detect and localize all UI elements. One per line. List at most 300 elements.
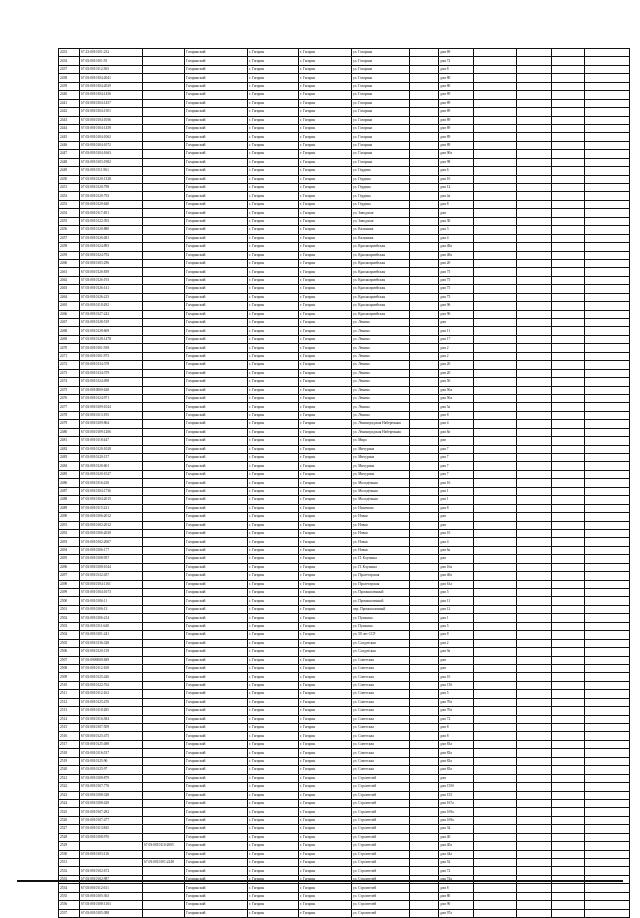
table-row	[59, 850, 630, 858]
cell-cad-b	[143, 732, 185, 740]
cell-cad-b	[143, 673, 185, 681]
cell-cad-a: 67:03:0010101:973	[80, 352, 143, 360]
cell-locality: г. Гагарин	[299, 319, 352, 327]
cell-street: ул. Пушкина	[352, 614, 410, 622]
cell-empty	[552, 664, 585, 672]
cell-no: 2506	[59, 648, 80, 656]
cell-street: ул. Мичурина	[352, 462, 410, 470]
cell-no: 2442	[59, 108, 80, 116]
cell-house: дом 10	[439, 175, 474, 183]
cell-locality: г. Гагарин	[299, 200, 352, 208]
cell-cad-b	[143, 302, 185, 310]
cell-empty	[517, 74, 552, 82]
cell-empty	[474, 757, 517, 765]
cell-no: 2443	[59, 116, 80, 124]
cell-no: 2524	[59, 799, 80, 807]
cell-district: Гагаринский	[185, 403, 248, 411]
table-row	[59, 108, 630, 116]
table-row	[59, 99, 630, 107]
cell-house: дом 89	[439, 91, 474, 99]
cell-cad-b	[143, 538, 185, 546]
cell-empty	[552, 698, 585, 706]
cell-no: 2484	[59, 462, 80, 470]
cell-cad-a: 67:03:0010120:798	[80, 184, 143, 192]
cell-empty	[585, 259, 630, 267]
cell-empty	[474, 209, 517, 217]
cell-street: ул. Гагарина	[352, 150, 410, 158]
cell-empty	[585, 816, 630, 824]
cell-house: дом 2	[439, 344, 474, 352]
cell-house: дом 7	[439, 462, 474, 470]
cell-empty	[585, 378, 630, 386]
cell-cad-b	[143, 783, 185, 791]
cell-cad-a: 67:03:0010104:1501	[80, 108, 143, 116]
cell-empty	[474, 411, 517, 419]
cell-house: дом 16а	[439, 563, 474, 571]
cell-empty	[410, 656, 439, 664]
cell-empty	[410, 757, 439, 765]
cell-empty	[585, 740, 630, 748]
cell-house: дом 83а	[439, 766, 474, 774]
cell-empty	[410, 99, 439, 107]
table-row	[59, 884, 630, 892]
cell-empty	[410, 378, 439, 386]
cell-empty	[474, 352, 517, 360]
cell-empty	[517, 546, 552, 554]
cell-empty	[585, 462, 630, 470]
cell-empty	[410, 867, 439, 875]
cell-empty	[552, 597, 585, 605]
cell-cad-a: 67:03:0010107:477	[80, 816, 143, 824]
table-row	[59, 369, 630, 377]
cell-empty	[552, 150, 585, 158]
cell-empty	[474, 175, 517, 183]
cell-house: дом 48а	[439, 251, 474, 259]
cell-empty	[552, 268, 585, 276]
cell-no: 2455	[59, 217, 80, 225]
cell-no: 2469	[59, 335, 80, 343]
cell-district: Гагаринский	[185, 732, 248, 740]
table-row	[59, 124, 630, 132]
cell-cad-b	[143, 799, 185, 807]
cell-cad-a: 67:03:0010104:1161	[80, 580, 143, 588]
cell-settlement: г. Гагарин	[248, 99, 299, 107]
cell-empty	[410, 766, 439, 774]
cell-empty	[410, 664, 439, 672]
cell-locality: г. Гагарин	[299, 749, 352, 757]
cell-empty	[517, 707, 552, 715]
cell-settlement: г. Гагарин	[248, 529, 299, 537]
cell-locality: г. Гагарин	[299, 859, 352, 867]
cell-empty	[474, 167, 517, 175]
cell-empty	[552, 690, 585, 698]
cell-empty	[474, 648, 517, 656]
cell-house: дом 40	[439, 833, 474, 841]
cell-no: 2515	[59, 724, 80, 732]
cell-no: 2496	[59, 563, 80, 571]
cell-district: Гагаринский	[185, 673, 248, 681]
cell-empty	[474, 251, 517, 259]
cell-empty	[474, 420, 517, 428]
cell-no: 2476	[59, 394, 80, 402]
cell-locality: г. Гагарин	[299, 167, 352, 175]
cell-locality: г. Гагарин	[299, 546, 352, 554]
cell-empty	[474, 546, 517, 554]
cell-cad-b	[143, 428, 185, 436]
cell-district: Гагаринский	[185, 496, 248, 504]
cell-settlement: г. Гагарин	[248, 799, 299, 807]
cell-district: Гагаринский	[185, 783, 248, 791]
cell-street: ул. Молодёжная	[352, 479, 410, 487]
cell-cad-a: 67:03:0010104:2029	[80, 82, 143, 90]
cell-district: Гагаринский	[185, 757, 248, 765]
table-row	[59, 909, 630, 917]
cell-house: дом 169а	[439, 816, 474, 824]
cell-settlement: г. Гагарин	[248, 91, 299, 99]
cell-locality: г. Гагарин	[299, 411, 352, 419]
cell-district: Гагаринский	[185, 639, 248, 647]
cell-no: 2536	[59, 901, 80, 909]
table-row	[59, 487, 630, 495]
cell-empty	[517, 335, 552, 343]
cell-street: ул. Строителей	[352, 791, 410, 799]
table-row	[59, 65, 630, 73]
cell-empty	[474, 740, 517, 748]
cell-empty	[552, 580, 585, 588]
cell-empty	[410, 783, 439, 791]
cell-empty	[474, 842, 517, 850]
cell-cad-b	[143, 605, 185, 613]
cell-empty	[552, 504, 585, 512]
cell-locality: г. Гагарин	[299, 833, 352, 841]
table-row	[59, 57, 630, 65]
cell-locality: г. Гагарин	[299, 867, 352, 875]
cell-empty	[517, 327, 552, 335]
cell-empty	[474, 529, 517, 537]
cell-locality: г. Гагарин	[299, 572, 352, 580]
cell-street: ул. Советская	[352, 724, 410, 732]
cell-empty	[410, 715, 439, 723]
cell-cad-b	[143, 757, 185, 765]
table-row	[59, 589, 630, 597]
cell-empty	[552, 462, 585, 470]
cell-cad-b	[143, 403, 185, 411]
cell-empty	[517, 310, 552, 318]
cell-empty	[585, 470, 630, 478]
cell-cad-b	[143, 504, 185, 512]
cell-empty	[552, 538, 585, 546]
cell-empty	[552, 521, 585, 529]
cell-empty	[552, 259, 585, 267]
cell-empty	[410, 226, 439, 234]
cell-cad-a: 67:03:0010104:1457	[80, 99, 143, 107]
cell-empty	[517, 116, 552, 124]
cell-street: ул. Заводская	[352, 209, 410, 217]
cell-district: Гагаринский	[185, 411, 248, 419]
cell-empty	[517, 386, 552, 394]
table-row	[59, 740, 630, 748]
cell-street: ул. Промышленный	[352, 589, 410, 597]
cell-empty	[474, 116, 517, 124]
cell-district: Гагаринский	[185, 774, 248, 782]
cell-street: ул. 50 лет ССР	[352, 631, 410, 639]
table-row	[59, 842, 630, 850]
cell-settlement: г. Гагарин	[248, 285, 299, 293]
cell-empty	[552, 420, 585, 428]
cell-cad-a: 67:03:0010120:1328	[80, 175, 143, 183]
cell-street: ул. Гагарина	[352, 108, 410, 116]
cell-locality: г. Гагарин	[299, 614, 352, 622]
cell-no: 2450	[59, 175, 80, 183]
cell-locality: г. Гагарин	[299, 850, 352, 858]
cell-empty	[474, 732, 517, 740]
cell-empty	[552, 394, 585, 402]
cell-empty	[552, 799, 585, 807]
cell-locality: г. Гагарин	[299, 639, 352, 647]
table-row	[59, 462, 630, 470]
cell-empty	[552, 437, 585, 445]
cell-empty	[474, 57, 517, 65]
cell-cad-a: 67:03:0010107:776	[80, 783, 143, 791]
cell-no: 2447	[59, 150, 80, 158]
registry-sheet	[58, 48, 590, 918]
cell-locality: г. Гагарин	[299, 445, 352, 453]
cell-street: ул. Ленина	[352, 319, 410, 327]
cell-locality: г. Гагарин	[299, 420, 352, 428]
cell-house: дом 2	[439, 639, 474, 647]
cell-cad-a: 67:03:0010125:470	[80, 698, 143, 706]
cell-empty	[585, 884, 630, 892]
cell-empty	[552, 673, 585, 681]
cell-street: ул. Строителей	[352, 774, 410, 782]
cell-empty	[585, 285, 630, 293]
table-row	[59, 555, 630, 563]
cell-empty	[552, 656, 585, 664]
table-row	[59, 698, 630, 706]
cell-empty	[517, 108, 552, 116]
cell-house: дом 83а	[439, 757, 474, 765]
cell-empty	[585, 859, 630, 867]
cell-empty	[474, 268, 517, 276]
cell-house: дом 4а	[439, 192, 474, 200]
cell-cad-a: 67:03:0010106:214	[80, 614, 143, 622]
cell-no: 2449	[59, 167, 80, 175]
cell-house: дом 48а	[439, 243, 474, 251]
cell-settlement: г. Гагарин	[248, 842, 299, 850]
cell-empty	[410, 91, 439, 99]
cell-empty	[474, 833, 517, 841]
cell-no: 2499	[59, 589, 80, 597]
cell-cad-a: 67:03:0010109:864	[80, 420, 143, 428]
cell-empty	[552, 884, 585, 892]
cell-empty	[552, 82, 585, 90]
cell-street: ул. Гагарина	[352, 49, 410, 57]
cell-empty	[585, 445, 630, 453]
cell-cad-a	[80, 859, 143, 867]
cell-empty	[410, 82, 439, 90]
cell-settlement: г. Гагарин	[248, 546, 299, 554]
cell-empty	[410, 816, 439, 824]
cell-no: 2454	[59, 209, 80, 217]
cell-locality: г. Гагарин	[299, 479, 352, 487]
cell-district: Гагаринский	[185, 614, 248, 622]
cell-empty	[410, 589, 439, 597]
cell-cad-b	[143, 749, 185, 757]
table-row	[59, 597, 630, 605]
cell-settlement: г. Гагарин	[248, 116, 299, 124]
cell-empty	[474, 892, 517, 900]
table-row	[59, 394, 630, 402]
cell-no: 2464	[59, 293, 80, 301]
cell-empty	[517, 580, 552, 588]
cell-house: дом 12	[439, 605, 474, 613]
cell-no: 2439	[59, 82, 80, 90]
cell-street: ул. Мичурина	[352, 454, 410, 462]
cell-empty	[585, 310, 630, 318]
cell-no: 2445	[59, 133, 80, 141]
cell-street: ул. П. Клушина	[352, 563, 410, 571]
cell-house: дом 96	[439, 302, 474, 310]
table-row	[59, 715, 630, 723]
cell-cad-b	[143, 597, 185, 605]
cell-empty	[552, 344, 585, 352]
cell-cad-a: 67:03:0010122:392	[80, 217, 143, 225]
cell-no: 2492	[59, 529, 80, 537]
cell-empty	[585, 175, 630, 183]
cell-empty	[410, 724, 439, 732]
cell-locality: г. Гагарин	[299, 302, 352, 310]
cell-empty	[585, 108, 630, 116]
cell-empty	[517, 394, 552, 402]
cell-locality: г. Гагарин	[299, 344, 352, 352]
cell-empty	[585, 605, 630, 613]
cell-empty	[410, 200, 439, 208]
cell-settlement: г. Гагарин	[248, 690, 299, 698]
table-row	[59, 167, 630, 175]
cell-empty	[552, 49, 585, 57]
cell-no: 2531	[59, 859, 80, 867]
cell-no: 2530	[59, 850, 80, 858]
cell-house: дом 75	[439, 276, 474, 284]
cell-cad-b	[143, 344, 185, 352]
cell-empty	[517, 605, 552, 613]
cell-empty	[585, 344, 630, 352]
cell-empty	[552, 327, 585, 335]
cell-locality: г. Гагарин	[299, 791, 352, 799]
cell-street: ул. Советская	[352, 740, 410, 748]
cell-empty	[410, 774, 439, 782]
cell-empty	[474, 133, 517, 141]
cell-cad-a: 67:03:0010120:157	[80, 454, 143, 462]
cell-house: дом 1	[439, 487, 474, 495]
cell-settlement: г. Гагарин	[248, 454, 299, 462]
cell-settlement: г. Гагарин	[248, 757, 299, 765]
cell-locality: г. Гагарин	[299, 209, 352, 217]
cell-no: 2457	[59, 234, 80, 242]
cell-no: 2471	[59, 352, 80, 360]
cell-no: 2437	[59, 65, 80, 73]
cell-locality: г. Гагарин	[299, 175, 352, 183]
cell-cad-b	[143, 766, 185, 774]
cell-no: 2497	[59, 572, 80, 580]
cell-house: дом 1	[439, 496, 474, 504]
cell-cad-a: 67:03:0010101:91	[80, 57, 143, 65]
table-row	[59, 344, 630, 352]
cell-cad-a: 67:03:0010104:1056	[80, 116, 143, 124]
cell-district: Гагаринский	[185, 867, 248, 875]
cell-street: ул. Строителей	[352, 859, 410, 867]
cell-empty	[517, 184, 552, 192]
cell-empty	[552, 816, 585, 824]
cell-locality: г. Гагарин	[299, 116, 352, 124]
cell-empty	[552, 479, 585, 487]
cell-house: дом 97а	[439, 909, 474, 917]
cell-empty	[474, 614, 517, 622]
cell-empty	[585, 116, 630, 124]
cell-cad-a: 67:03:0010120:1027	[80, 470, 143, 478]
cell-street: ул. Гагарина	[352, 141, 410, 149]
cell-locality: г. Гагарин	[299, 243, 352, 251]
cell-locality: г. Гагарин	[299, 226, 352, 234]
cell-settlement: г. Гагарин	[248, 150, 299, 158]
cell-no: 2507	[59, 656, 80, 664]
cell-empty	[552, 369, 585, 377]
cell-empty	[552, 403, 585, 411]
cell-locality: г. Гагарин	[299, 496, 352, 504]
cell-locality: г. Гагарин	[299, 724, 352, 732]
table-row	[59, 816, 630, 824]
cell-cad-b	[143, 445, 185, 453]
cell-no: 2433	[59, 49, 80, 57]
cell-empty	[474, 825, 517, 833]
cell-empty	[517, 816, 552, 824]
cell-cad-b	[143, 909, 185, 917]
cell-empty	[474, 766, 517, 774]
cell-empty	[585, 251, 630, 259]
cell-street: ул. Солдатская	[352, 648, 410, 656]
table-row	[59, 529, 630, 537]
cell-street: ул. Строителей	[352, 884, 410, 892]
cell-locality: г. Гагарин	[299, 504, 352, 512]
cell-empty	[517, 513, 552, 521]
cell-empty	[474, 82, 517, 90]
cell-cad-a: 67:03:0010128:519	[80, 319, 143, 327]
cell-locality: г. Гагарин	[299, 141, 352, 149]
cell-settlement: г. Гагарин	[248, 319, 299, 327]
cell-empty	[517, 403, 552, 411]
cell-no: 2532	[59, 867, 80, 875]
cell-empty	[585, 184, 630, 192]
cell-cad-a: 67:03:0010120:139	[80, 648, 143, 656]
cell-settlement: г. Гагарин	[248, 470, 299, 478]
cell-street: ул. Строителей	[352, 808, 410, 816]
cell-settlement: г. Гагарин	[248, 521, 299, 529]
cell-house: дом 89	[439, 108, 474, 116]
table-row	[59, 184, 630, 192]
cell-house: дом 9а	[439, 648, 474, 656]
cell-empty	[585, 361, 630, 369]
cell-locality: г. Гагарин	[299, 622, 352, 630]
cell-settlement: г. Гагарин	[248, 563, 299, 571]
cell-house: дом 90	[439, 901, 474, 909]
cell-empty	[410, 580, 439, 588]
cell-cad-b	[143, 555, 185, 563]
cell-street: ул. Ленинградская Набережная	[352, 428, 410, 436]
cell-empty	[517, 529, 552, 537]
cell-empty	[410, 808, 439, 816]
cell-locality: г. Гагарин	[299, 150, 352, 158]
cell-cad-b	[143, 496, 185, 504]
